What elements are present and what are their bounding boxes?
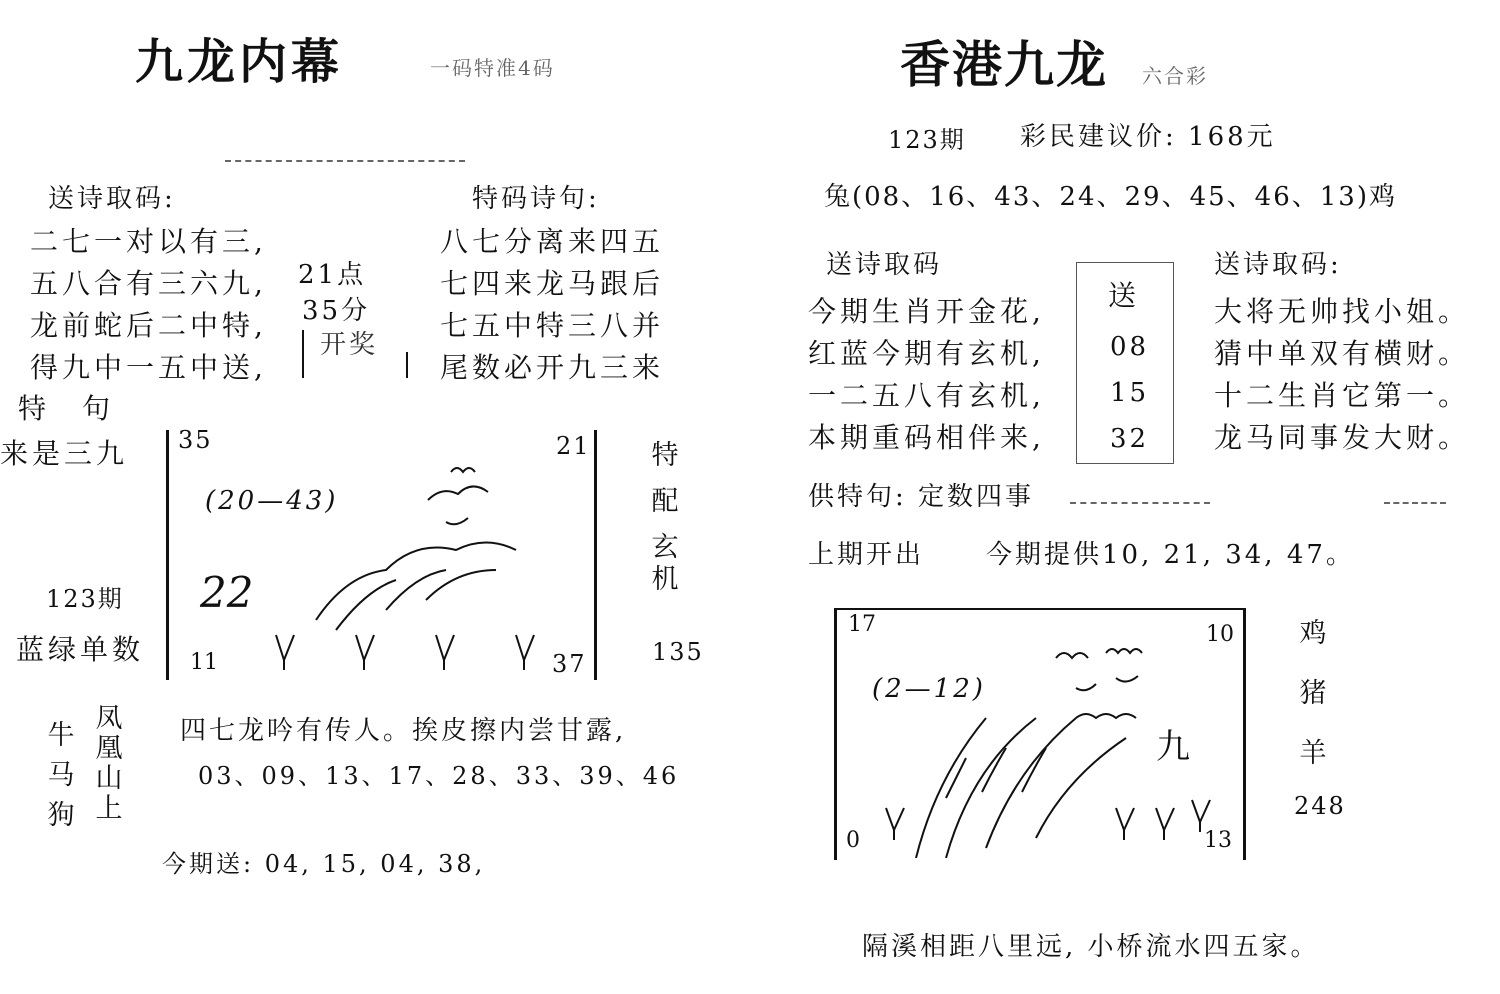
right-drawing-char: 九 bbox=[1156, 727, 1190, 767]
left-poem-line: 四七龙吟有传人。挨皮擦内尝甘露, bbox=[180, 716, 627, 746]
right-drawing-br: 13 bbox=[1204, 828, 1232, 853]
send-box-label: 送 bbox=[1108, 279, 1141, 312]
right-zodiac-column bbox=[1296, 604, 1330, 784]
right-special-verse-line: 猜中单双有横财。 bbox=[1214, 337, 1471, 370]
right-verse-line: 红蓝今期有玄机, bbox=[808, 337, 1045, 370]
draw-minute: 35分 bbox=[302, 296, 371, 326]
left-period-hint: 蓝绿单数 bbox=[16, 633, 145, 666]
right-verse-line: 今期生肖开金花, bbox=[808, 295, 1045, 328]
draw-bracket-right bbox=[406, 352, 408, 378]
draw-hour: 21点 bbox=[298, 260, 367, 290]
right-drawing-tl: 17 bbox=[848, 612, 876, 637]
left-verse-line: 龙前蛇后二中特, bbox=[30, 309, 267, 342]
zodiac-char: 牛 bbox=[47, 720, 75, 751]
right-special-verse-line: 大将无帅找小姐。 bbox=[1214, 295, 1471, 328]
right-drawing-bl: 0 bbox=[846, 828, 860, 853]
left-special-verse-line: 七五中特三八并 bbox=[440, 309, 665, 342]
left-verse-line: 得九中一五中送, bbox=[30, 351, 267, 384]
right-drawing-tr: 10 bbox=[1206, 622, 1234, 647]
phoenix-char: 凤 bbox=[95, 703, 123, 734]
left-period: 123期 bbox=[46, 585, 124, 613]
phoenix-column bbox=[92, 704, 126, 824]
left-verse-line: 五八合有三六九, bbox=[30, 267, 267, 300]
draw-label: 开奖 bbox=[320, 330, 379, 360]
right-verse-header-right: 送诗取码: bbox=[1214, 250, 1342, 280]
left-special-verse-line: 七四来龙马跟后 bbox=[440, 267, 665, 300]
right-supply-line: 供特句: 定数四事 bbox=[808, 482, 1035, 512]
right-supply-dash-2 bbox=[1384, 502, 1446, 504]
right-period: 123期 bbox=[888, 126, 966, 154]
left-drawing-tr: 21 bbox=[556, 432, 591, 460]
left-numbers-line: 03、09、13、17、28、33、39、46 bbox=[198, 762, 680, 790]
left-zodiac-column bbox=[44, 716, 78, 836]
right-offer-line: 今期提供10, 21, 34, 47。 bbox=[986, 540, 1355, 570]
left-send-line: 今期送: 04, 15, 04, 38, bbox=[162, 850, 486, 878]
right-footer: 隔溪相距八里远, 小桥流水四五家。 bbox=[862, 932, 1320, 962]
side-vertical bbox=[648, 440, 682, 596]
send-box-value: 32 bbox=[1110, 424, 1150, 454]
right-numbers-row: 兔(08、16、43、24、29、45、46、13)鸡 bbox=[824, 182, 1397, 212]
left-drawing-tl: 35 bbox=[178, 426, 213, 454]
left-subtitle: 一码特准4码 bbox=[430, 56, 555, 80]
right-landscape-sketch bbox=[836, 608, 1242, 858]
left-side-number: 135 bbox=[652, 638, 704, 666]
phoenix-char: 山 bbox=[95, 763, 123, 794]
left-drawing-bl: 11 bbox=[190, 650, 218, 675]
right-drawing-mid: (2—12) bbox=[872, 674, 986, 704]
left-dotted-rule bbox=[225, 160, 465, 162]
right-last-label: 上期开出 bbox=[808, 540, 925, 570]
send-box-value: 15 bbox=[1110, 378, 1150, 408]
left-drawing-mid-b: 22 bbox=[200, 568, 254, 617]
zodiac-char: 羊 bbox=[1299, 738, 1327, 769]
phoenix-char: 凰 bbox=[95, 733, 123, 764]
right-side-number: 248 bbox=[1294, 792, 1346, 820]
left-drawing-mid-a: (20—43) bbox=[205, 486, 339, 516]
left-special-verse-line: 八七分离来四五 bbox=[440, 225, 665, 258]
zodiac-char: 马 bbox=[47, 760, 75, 791]
special-sentence-label: 特 句 bbox=[18, 392, 115, 425]
side-char: 玄 bbox=[651, 532, 679, 563]
left-drawing-br: 37 bbox=[552, 650, 587, 678]
left-landscape-sketch bbox=[166, 426, 596, 680]
left-verse-line: 二七一对以有三, bbox=[30, 225, 267, 258]
right-title: 香港九龙 bbox=[900, 35, 1108, 94]
send-box-value: 08 bbox=[1110, 332, 1150, 362]
zodiac-char: 鸡 bbox=[1299, 618, 1327, 649]
right-subtitle: 六合彩 bbox=[1142, 64, 1208, 88]
right-verse-header-left: 送诗取码 bbox=[826, 250, 943, 280]
zodiac-char: 狗 bbox=[47, 800, 75, 831]
right-verse-line: 本期重码相伴来, bbox=[808, 421, 1045, 454]
draw-bracket-left bbox=[302, 330, 304, 378]
right-special-verse-line: 十二生肖它第一。 bbox=[1214, 379, 1471, 412]
right-verse-line: 一二五八有玄机, bbox=[808, 379, 1045, 412]
right-supply-dash bbox=[1070, 502, 1210, 504]
left-verse-header-left: 送诗取码: bbox=[48, 184, 176, 214]
left-title: 九龙内幕 bbox=[135, 34, 344, 90]
side-char: 机 bbox=[651, 564, 679, 595]
phoenix-char: 上 bbox=[95, 793, 123, 824]
zodiac-char: 猪 bbox=[1299, 678, 1327, 709]
right-special-verse-line: 龙马同事发大财。 bbox=[1214, 421, 1471, 454]
left-verse-header-right: 特码诗句: bbox=[472, 184, 600, 214]
right-price: 彩民建议价: 168元 bbox=[1020, 122, 1276, 152]
left-special-verse-line: 尾数必开九三来 bbox=[440, 351, 665, 384]
side-char: 特 bbox=[651, 440, 679, 471]
special-sentence: 来是三九 bbox=[0, 437, 129, 470]
side-char: 配 bbox=[651, 486, 679, 517]
